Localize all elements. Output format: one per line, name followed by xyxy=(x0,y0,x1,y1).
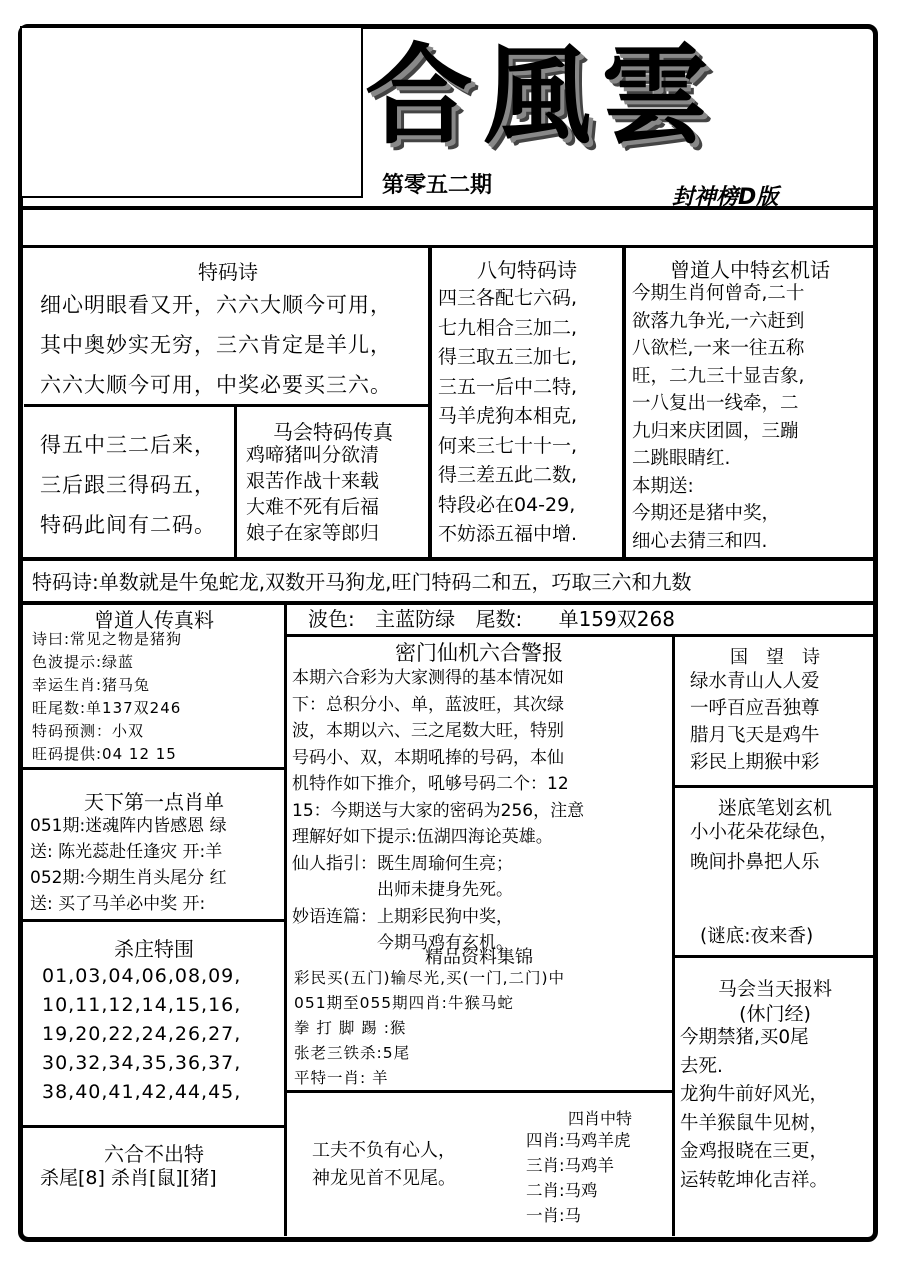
horse-fax-line: 鸡啼猪叫分欲清 xyxy=(246,444,380,466)
wave-line-bottom xyxy=(286,634,876,637)
secret-line: 出师未捷身先死。 xyxy=(292,880,513,900)
zeng-fax-line: 旺尾数:单137双246 xyxy=(32,699,182,717)
sixiao-line: 三肖:马鸡羊 xyxy=(526,1156,615,1175)
sixiao-line: 四肖:马鸡羊虎 xyxy=(526,1131,631,1150)
riddle-body xyxy=(690,818,838,878)
header-blank-box xyxy=(20,26,363,198)
eight-poem-line: 三五一后中二特, xyxy=(438,375,578,398)
secret-line: 妙语连篇：上期彩民狗中奖， xyxy=(292,906,513,927)
sixiao-heading: 四肖中特 xyxy=(568,1109,633,1128)
eight-poem-body xyxy=(438,284,577,550)
tema-poem-heading: 特码诗 xyxy=(198,260,258,284)
eight-poem-line: 不妨添五福中增. xyxy=(438,523,578,545)
horse-report-line: 去死. xyxy=(680,1055,723,1077)
eight-poem-line: 七九相合三加二, xyxy=(438,316,578,339)
gongfu-line: 工夫不负有心人， xyxy=(312,1140,456,1161)
tianxia-body xyxy=(30,813,227,917)
riddle-answer: (谜底:夜来香) xyxy=(700,926,814,947)
secret-line: 理解好如下提示:伍湖四海论英雄。 xyxy=(292,827,553,847)
wave-label: 波色: xyxy=(308,607,355,631)
gongfu-body xyxy=(312,1137,456,1193)
riddle-heading: 迷底笔划玄机 xyxy=(717,797,832,819)
zeng-words-line: 旺，二九三十显吉象, xyxy=(632,365,805,387)
riddle-bottom xyxy=(674,955,876,958)
shazhuang-body xyxy=(42,962,241,1107)
guowang-heading: 国 望 诗 xyxy=(730,647,820,668)
horse-report-line: 金鸡报晓在三更， xyxy=(680,1141,829,1162)
tianxia-bottom xyxy=(22,919,286,922)
horse-fax-line: 艰苦作战十来载 xyxy=(246,470,380,492)
col-divider-2 xyxy=(622,247,626,559)
horse-report-line: 今期禁猪,买0尾 xyxy=(680,1027,809,1048)
zeng-words-body xyxy=(632,280,804,555)
zeng-words-line: 本期送: xyxy=(632,475,694,497)
horse-report-sub: (休门经) xyxy=(739,1003,811,1025)
shazhuang-bottom xyxy=(22,1125,286,1128)
eight-poem-line: 马羊虎狗本相克, xyxy=(438,405,578,427)
banner-text: 特码诗:单数就是牛兔蛇龙,双数开马狗龙,旺门特码二和五，巧取三六和九数 xyxy=(32,570,692,594)
masthead-title: 合風雲 xyxy=(365,33,720,159)
jingpin-heading: 精品资料集锦 xyxy=(425,947,533,968)
sixiao-line: 一肖:马 xyxy=(526,1206,582,1225)
issue-number: 第零五二期 xyxy=(382,173,493,198)
secret-line: 今期马鸡有玄机。 xyxy=(292,933,513,953)
zeng-words-line: 今期生肖何曾奇,二十 xyxy=(632,283,805,304)
guowang-bottom xyxy=(674,785,876,788)
eight-poem-line: 何来三七十十一, xyxy=(438,434,578,457)
horse-report-body xyxy=(680,1024,828,1195)
tema-poem-body xyxy=(40,285,392,405)
horse-report-line: 运转乾坤化吉祥。 xyxy=(680,1169,829,1191)
zeng-fax-heading: 曾道人传真料 xyxy=(94,608,214,632)
horse-fax-heading: 马会特码传真 xyxy=(273,420,393,444)
jingpin-line: 平特一肖: 羊 xyxy=(294,1069,389,1087)
header-divider xyxy=(20,206,876,210)
small-poem xyxy=(40,425,216,545)
jingpin-line: 051期至055期四肖:牛猴马蛇 xyxy=(294,994,514,1012)
eight-poem-line: 得三取五三加七, xyxy=(438,346,578,368)
liuhe-line: 杀尾[8] 杀肖[鼠][猪] xyxy=(40,1167,217,1189)
horse-report-line: 龙狗牛前好风光， xyxy=(680,1084,829,1105)
row1-bottom xyxy=(20,557,876,561)
wave-line xyxy=(308,604,675,634)
col-divider-fax xyxy=(234,404,237,559)
secret-line: 波，本期以六、三之尾数大旺，特别 xyxy=(292,721,564,741)
horse-fax-line: 娘子在家等郎归 xyxy=(246,522,380,544)
zeng-words-line: 九归来庆团圆，三蹦 xyxy=(632,420,799,442)
jingpin-bottom xyxy=(286,1090,674,1093)
guowang-line: 彩民上期猴中彩 xyxy=(690,752,820,773)
tianxia-line: 送: 陈光蕊赴任逢灾 开:羊 xyxy=(30,842,223,862)
secret-line: 下：总积分小、单，蓝波旺，其次绿 xyxy=(292,694,564,715)
zeng-fax-line: 色波提示:绿蓝 xyxy=(32,653,135,671)
edition-label: 封神榜D版 xyxy=(672,185,779,210)
eight-poem-line: 得三差五此二数, xyxy=(438,464,578,486)
eight-poem-line: 特段必在04-29, xyxy=(438,493,576,516)
secret-line: 仙人指引：既生周瑜何生亮； xyxy=(292,853,513,874)
shazhuang-line: 19,20,22,24,26,27, xyxy=(42,1023,242,1045)
zeng-fax-bottom xyxy=(22,767,286,770)
wave-value: 主蓝防绿 xyxy=(375,607,456,631)
riddle-line: 小小花朵花绿色， xyxy=(690,822,839,843)
shazhuang-line: 38,40,41,42,44,45, xyxy=(42,1081,242,1103)
tianxia-line: 051期:迷魂阵内皆感恩 绿 xyxy=(30,816,227,836)
eight-poem-heading: 八句特码诗 xyxy=(477,258,577,282)
small-poem-line: 得五中三二后来， xyxy=(40,433,216,457)
jingpin-line: 彩民买(五门)输尽光,买(一门,二门)中 xyxy=(294,969,566,987)
jingpin-line: 张老三铁杀:5尾 xyxy=(294,1044,411,1062)
header-divider-2 xyxy=(20,245,876,248)
guowang-line: 绿水青山人人爱 xyxy=(690,671,820,692)
tianxia-heading: 天下第一点肖单 xyxy=(84,790,224,814)
jingpin-body xyxy=(294,966,672,1091)
zeng-fax-line: 幸运生肖:猪马兔 xyxy=(32,676,151,694)
shazhuang-line: 01,03,04,06,08,09, xyxy=(42,965,242,987)
tema-poem-line: 细心明眼看又开，六六大顺今可用， xyxy=(40,293,392,317)
sixiao-body xyxy=(526,1128,631,1228)
sixiao-line: 二肖:马鸡 xyxy=(526,1181,598,1200)
horse-report-line: 牛羊猴鼠牛见树， xyxy=(680,1112,829,1134)
liuhe-heading: 六合不出特 xyxy=(104,1142,204,1166)
guowang-line: 腊月飞天是鸡牛 xyxy=(690,725,820,746)
eight-poem-line: 四三各配七六码, xyxy=(438,287,578,309)
secret-body xyxy=(292,665,584,957)
zeng-fax-line: 旺码提供:04 12 15 xyxy=(32,745,177,763)
tema-poem-line: 其中奥妙实无穷，三六肯定是羊儿， xyxy=(40,333,392,357)
tianxia-line: 送: 买了马羊必中奖 开: xyxy=(30,894,206,914)
horse-fax-line: 大难不死有后福 xyxy=(246,496,380,518)
shazhuang-line: 30,32,34,35,36,37, xyxy=(42,1052,242,1074)
zeng-words-line: 二跳眼睛红. xyxy=(632,448,731,469)
zeng-fax-line: 特码预测：小双 xyxy=(32,722,145,740)
col-divider-lower-2 xyxy=(672,636,675,1236)
zeng-words-line: 一八复出一线牵，二 xyxy=(632,393,799,414)
zeng-words-line: 欲落九争光,一六赶到 xyxy=(632,310,805,332)
guowang-line: 一呼百应吾独尊 xyxy=(690,698,820,719)
zeng-words-line: 今期还是猪中奖， xyxy=(632,503,781,524)
zeng-words-line: 细心去猜三和四. xyxy=(632,530,768,552)
shazhuang-heading: 杀庄特围 xyxy=(114,937,194,961)
horse-fax-body xyxy=(246,442,379,546)
jingpin-line: 拳 打 脚 踢 :猴 xyxy=(294,1019,407,1037)
riddle-line: 晚间扑鼻把人乐 xyxy=(690,852,820,873)
secret-line: 本期六合彩为大家测得的基本情况如 xyxy=(292,668,564,688)
tema-poem-line: 六六大顺今可用，中奖必要买三六。 xyxy=(40,373,392,397)
guowang-body xyxy=(690,668,820,776)
horse-report-heading: 马会当天报料 xyxy=(717,978,832,1000)
zeng-words-heading: 曾道人中特玄机话 xyxy=(670,258,830,282)
shazhuang-line: 10,11,12,14,15,16, xyxy=(42,994,242,1016)
tail-label: 尾数: xyxy=(475,607,523,631)
zeng-words-line: 八欲栏,一来一往五称 xyxy=(632,338,805,359)
secret-heading: 密门仙机六合警报 xyxy=(395,641,563,665)
secret-line: 15：今期送与大家的密码为256，注意 xyxy=(292,800,585,821)
col-divider-1 xyxy=(428,247,432,559)
small-poem-line: 三后跟三得码五， xyxy=(40,473,216,497)
tianxia-line: 052期:今期生肖头尾分 红 xyxy=(30,868,227,888)
zeng-fax-body xyxy=(32,628,182,766)
secret-line: 机特作如下推介，吼够号码二个：12 xyxy=(292,774,569,794)
gongfu-line: 神龙见首不见尾。 xyxy=(312,1168,456,1189)
small-poem-line: 特码此间有二码。 xyxy=(40,513,216,537)
tail-value: 单159双268 xyxy=(558,607,675,631)
secret-line: 号码小、双，本期吼捧的号码，本仙 xyxy=(292,747,564,768)
zeng-fax-line: 诗曰:常见之物是猪狗 xyxy=(32,630,183,648)
